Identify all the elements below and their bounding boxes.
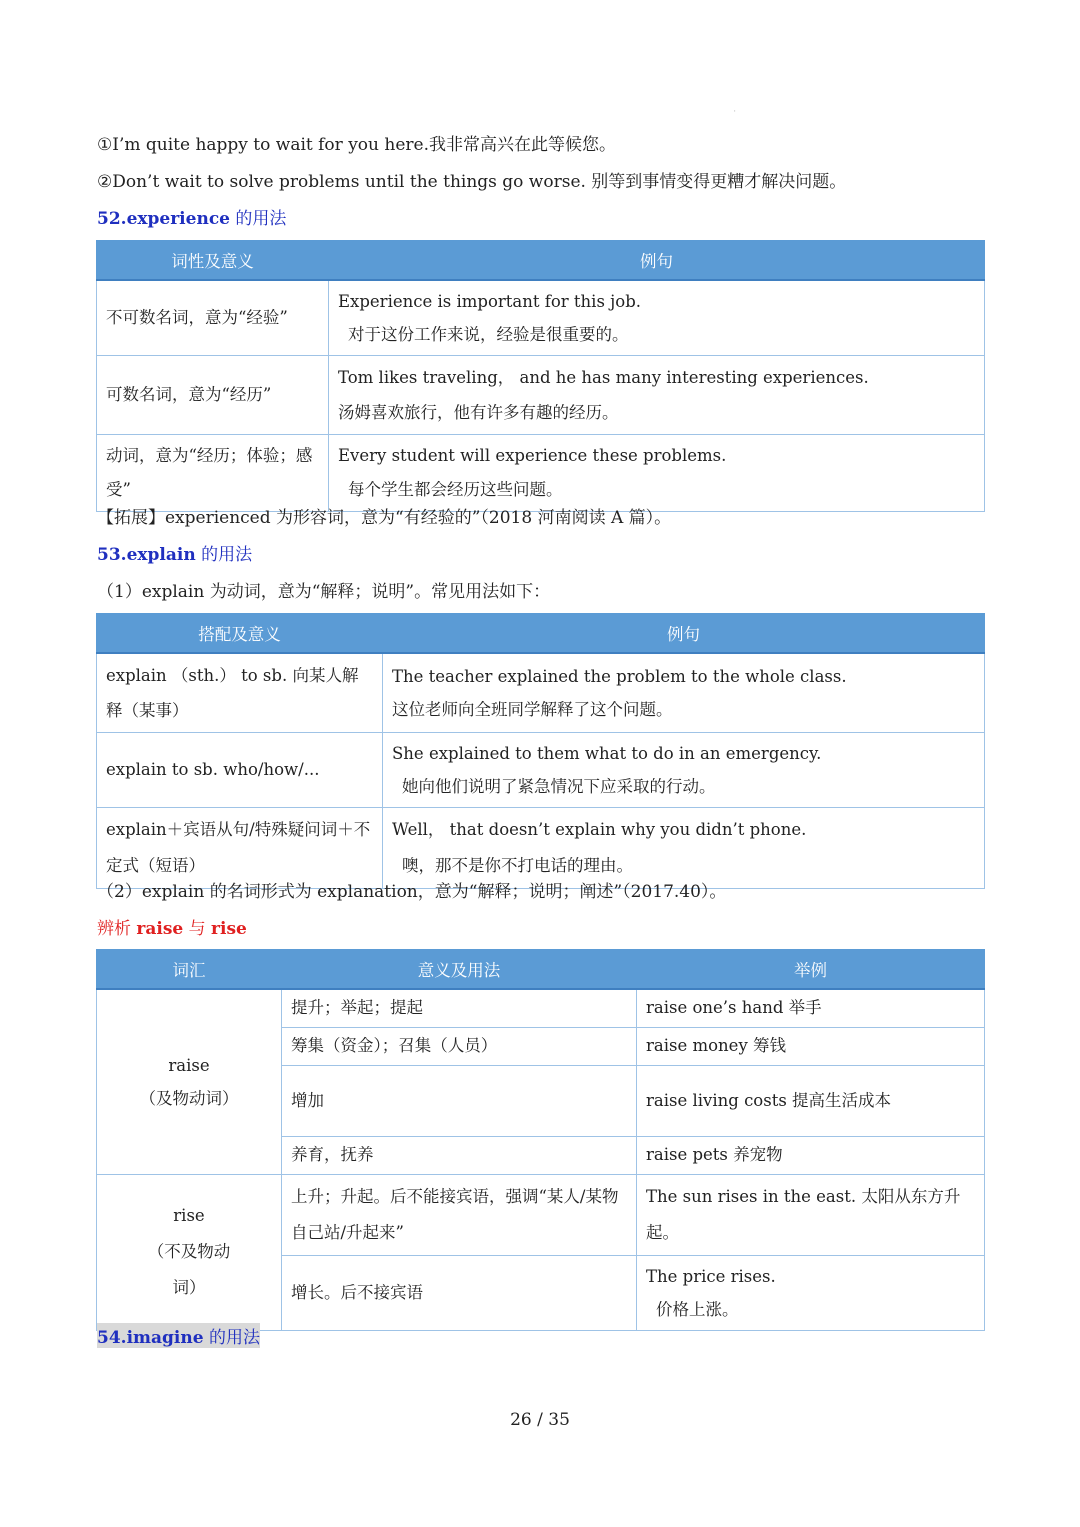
explain-note-1: （1）explain 为动词，意为“解释；说明”。常见用法如下：	[97, 582, 551, 602]
section-53-suffix: 的用法	[195, 545, 253, 565]
title-word-rise: rise	[211, 919, 247, 939]
explain-example	[383, 653, 985, 733]
example-1: ①I’m quite happy to wait for you here.我非常高兴在此等候您。	[97, 135, 616, 155]
explain-usage: explain to sb. who/how/...	[97, 733, 383, 808]
example-cn: 汤姆喜欢旅行，他有许多有趣的经历。	[338, 403, 619, 422]
table-row	[97, 356, 985, 435]
section-53-number: 53.explain	[97, 545, 196, 565]
explain-header-example: 例句	[383, 614, 985, 654]
example-en: Well， that doesn’t explain why you didn’t phone.	[392, 820, 807, 839]
rise-meaning: 增长。后不接宾语	[282, 1255, 637, 1330]
example-en: The teacher explained the problem to the whole class.	[392, 667, 847, 686]
experience-example	[329, 356, 985, 435]
table-row	[97, 989, 985, 1027]
example-en: She explained to them what to do in an emergency.	[392, 744, 822, 763]
explain-example	[383, 733, 985, 808]
raise-meaning: 养育，抚养	[282, 1136, 637, 1174]
rr-header-word: 词汇	[97, 950, 282, 990]
raise-meaning: 增加	[282, 1065, 637, 1136]
rise-type: （不及物动词）	[147, 1242, 231, 1297]
experience-meaning: 可数名词，意为“经历”	[97, 356, 329, 435]
title-word-raise: raise	[136, 919, 184, 939]
explain-note-2: （2）explain 的名词形式为 explanation，意为“解释；说明；阐述”（2017.40）。	[97, 882, 727, 902]
raise-type: （及物动词）	[139, 1088, 239, 1108]
table-row	[97, 280, 985, 356]
raise-example: raise money 筹钱	[637, 1027, 985, 1065]
example-2: ②Don’t wait to solve problems until the things go worse. 别等到事情变得更糟才解决问题。	[97, 172, 847, 192]
rise-word-cell	[97, 1174, 282, 1330]
table-row	[97, 733, 985, 808]
raise-word: raise	[168, 1055, 210, 1075]
page-number: 26 / 35	[510, 1410, 570, 1430]
section-53-title	[97, 540, 252, 565]
section-54-title	[97, 1323, 260, 1348]
title-part: 辨析	[97, 919, 137, 939]
example-cn: 对于这份工作来说，经验是很重要的。	[348, 325, 629, 344]
experience-example	[329, 280, 985, 356]
example-cn: 她向他们说明了紧急情况下应采取的行动。	[402, 777, 716, 796]
raise-rise-title	[97, 914, 247, 939]
example-en: Every student will experience these problems.	[338, 446, 727, 465]
experience-header-pos: 词性及意义	[97, 241, 329, 281]
explain-usage: explain＋宾语从句/特殊疑问词＋不定式（短语）	[97, 808, 383, 889]
rise-example: The sun rises in the east. 太阳从东方升起。	[637, 1174, 985, 1255]
raise-rise-table	[96, 949, 985, 1331]
example-en: Experience is important for this job.	[338, 292, 642, 311]
section-54-number: 54.imagine	[97, 1328, 204, 1348]
explain-table	[96, 613, 985, 889]
example-en: Tom likes traveling， and he has many interesting experiences.	[338, 368, 869, 387]
expand-note: 【拓展】experienced 为形容词，意为“有经验的”（2018 河南阅读 A 篇）。	[97, 508, 672, 528]
example-cn: 每个学生都会经历这些问题。	[348, 480, 563, 499]
title-part: 与	[183, 919, 212, 939]
raise-meaning: 筹集（资金）；召集（人员）	[282, 1027, 637, 1065]
experience-meaning: 不可数名词，意为“经验”	[97, 280, 329, 356]
explain-header-usage: 搭配及意义	[97, 614, 383, 654]
section-52-number: 52.experience	[97, 209, 230, 229]
raise-word-cell	[97, 989, 282, 1174]
stray-mark: '	[734, 110, 736, 117]
rr-header-meaning: 意义及用法	[282, 950, 637, 990]
example-cn: 价格上涨。	[656, 1299, 739, 1319]
raise-example: raise living costs 提高生活成本	[637, 1065, 985, 1136]
raise-meaning: 提升；举起；提起	[282, 989, 637, 1027]
raise-example: raise pets 养宠物	[637, 1136, 985, 1174]
raise-example: raise one’s hand 举手	[637, 989, 985, 1027]
rise-word: rise	[173, 1206, 205, 1225]
experience-meaning: 动词，意为“经历；体验；感受”	[97, 435, 329, 512]
explain-usage: explain （sth.） to sb. 向某人解释（某事）	[97, 653, 383, 733]
rr-header-example: 举例	[637, 950, 985, 990]
example-cn: 这位老师向全班同学解释了这个问题。	[392, 700, 673, 719]
section-52-title	[97, 204, 286, 229]
rise-meaning: 上升；升起。后不能接宾语，强调“某人/某物自己站/升起来”	[282, 1174, 637, 1255]
example-en: The price rises.	[646, 1266, 776, 1286]
section-52-suffix: 的用法	[230, 209, 287, 229]
experience-table	[96, 240, 985, 512]
example-cn: 噢，那不是你不打电话的理由。	[402, 856, 633, 875]
experience-header-example: 例句	[329, 241, 985, 281]
table-row	[97, 435, 985, 512]
section-54-suffix: 的用法	[203, 1328, 260, 1348]
table-row	[97, 653, 985, 733]
experience-example	[329, 435, 985, 512]
table-row	[97, 1174, 985, 1255]
rise-example	[637, 1255, 985, 1330]
